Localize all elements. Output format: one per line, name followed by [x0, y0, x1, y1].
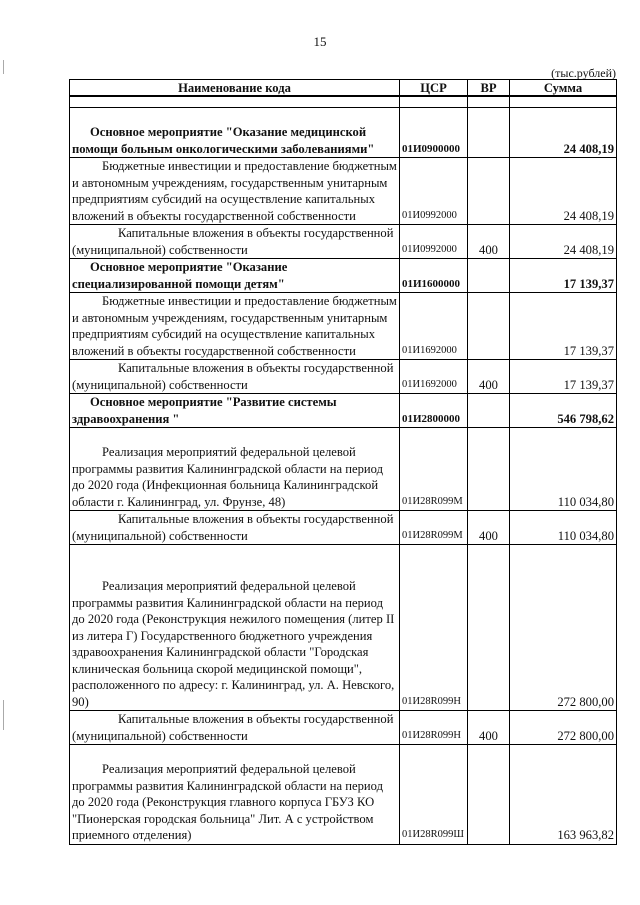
row-vr: 400 — [468, 511, 510, 545]
row-sum: 24 408,19 — [510, 158, 617, 225]
row-csr: 01И28R099M — [400, 511, 468, 545]
row-sum: 24 408,19 — [510, 225, 617, 259]
row-vr: 400 — [468, 711, 510, 745]
header-sum: Сумма — [510, 80, 617, 97]
table-spacer-row — [70, 96, 617, 108]
table-row — [70, 428, 617, 511]
row-sum: 17 139,37 — [510, 293, 617, 360]
row-csr: 01И0900000 — [400, 108, 468, 158]
page-number: 15 — [313, 34, 327, 49]
row-name: Капитальные вложения в объекты государственной (муниципальной) собственности — [72, 712, 394, 743]
row-csr: 01И2800000 — [400, 394, 468, 428]
row-name: Бюджетные инвестиции и предоставление бюджетным и автономным учреждениям, государственным унитарным предприятиям субсидий на осуществление капитальных вложений в объекты государственной собственности — [72, 294, 397, 358]
scan-margin-mark — [3, 700, 4, 730]
row-vr — [468, 108, 510, 158]
row-sum: 24 408,19 — [510, 108, 617, 158]
row-csr: 01И0992000 — [400, 158, 468, 225]
row-vr — [468, 394, 510, 428]
row-name: Бюджетные инвестиции и предоставление бюджетным и автономным учреждениям, государственным унитарным предприятиям субсидий на осуществление капитальных вложений в объекты государственной собственности — [72, 159, 397, 223]
row-name: Капитальные вложения в объекты государственной (муниципальной) собственности — [72, 361, 394, 392]
table-row-main — [70, 394, 617, 428]
row-name: Реализация мероприятий федеральной целевой программы развития Калининградской области на период до 2020 года (Реконструкция главного корпуса ГБУЗ КО "Пионерская городская больница" Лит. А с устройством приемного отделения) — [72, 762, 383, 842]
row-name: Основное мероприятие "Развитие системы здравоохранения " — [72, 395, 337, 426]
row-vr: 400 — [468, 360, 510, 394]
row-vr — [468, 545, 510, 711]
row-csr: 01И0992000 — [400, 225, 468, 259]
row-sum: 546 798,62 — [510, 394, 617, 428]
row-csr: 01И28R099Ш — [400, 745, 468, 845]
table-row — [70, 360, 617, 394]
table-header-row — [70, 80, 617, 97]
row-name: Основное мероприятие "Оказание специализированной помощи детям" — [72, 260, 288, 291]
row-sum: 17 139,37 — [510, 259, 617, 293]
row-vr: 400 — [468, 225, 510, 259]
table-row — [70, 711, 617, 745]
scan-margin-mark — [3, 60, 4, 74]
row-sum: 272 800,00 — [510, 545, 617, 711]
units-label: (тыс.рублей) — [551, 66, 616, 80]
header-name: Наименование кода — [70, 80, 400, 97]
row-sum: 110 034,80 — [510, 428, 617, 511]
row-name: Реализация мероприятий федеральной целевой программы развития Калининградской области на период до 2020 года (Инфекционная больница Калининградской области г. Калининград, ул. Фрунзе, 48) — [72, 445, 383, 509]
row-vr — [468, 293, 510, 360]
budget-table — [69, 79, 617, 845]
row-vr — [468, 259, 510, 293]
table-row — [70, 158, 617, 225]
row-csr: 01И1692000 — [400, 293, 468, 360]
row-sum: 17 139,37 — [510, 360, 617, 394]
row-csr: 01И1692000 — [400, 360, 468, 394]
table-row — [70, 545, 617, 711]
table-row — [70, 225, 617, 259]
row-sum: 163 963,82 — [510, 745, 617, 845]
row-name: Основное мероприятие "Оказание медицинской помощи больным онкологическими заболеваниями" — [72, 125, 375, 156]
row-sum: 110 034,80 — [510, 511, 617, 545]
table-row — [70, 745, 617, 845]
row-csr: 01И1600000 — [400, 259, 468, 293]
row-vr — [468, 158, 510, 225]
row-csr: 01И28R099H — [400, 711, 468, 745]
table-row — [70, 511, 617, 545]
row-vr — [468, 745, 510, 845]
table-row-main — [70, 108, 617, 158]
header-csr: ЦСР — [400, 80, 468, 97]
table-row-main — [70, 259, 617, 293]
row-sum: 272 800,00 — [510, 711, 617, 745]
row-name: Реализация мероприятий федеральной целевой программы развития Калининградской области на период до 2020 года (Реконструкция нежилого помещения (литер II из литера Г) Государственного бюджетного учреждения здравоохранения Калининградской области "Городская клиническая больница скорой медицинской помощи", расположенного по адресу: г. Калининград, ул. А. Невского, 90) — [72, 579, 395, 709]
table-row — [70, 293, 617, 360]
row-vr — [468, 428, 510, 511]
header-vr: ВР — [468, 80, 510, 97]
row-name: Капитальные вложения в объекты государственной (муниципальной) собственности — [72, 512, 394, 543]
row-name: Капитальные вложения в объекты государственной (муниципальной) собственности — [72, 226, 394, 257]
row-csr: 01И28R099H — [400, 545, 468, 711]
row-csr: 01И28R099M — [400, 428, 468, 511]
